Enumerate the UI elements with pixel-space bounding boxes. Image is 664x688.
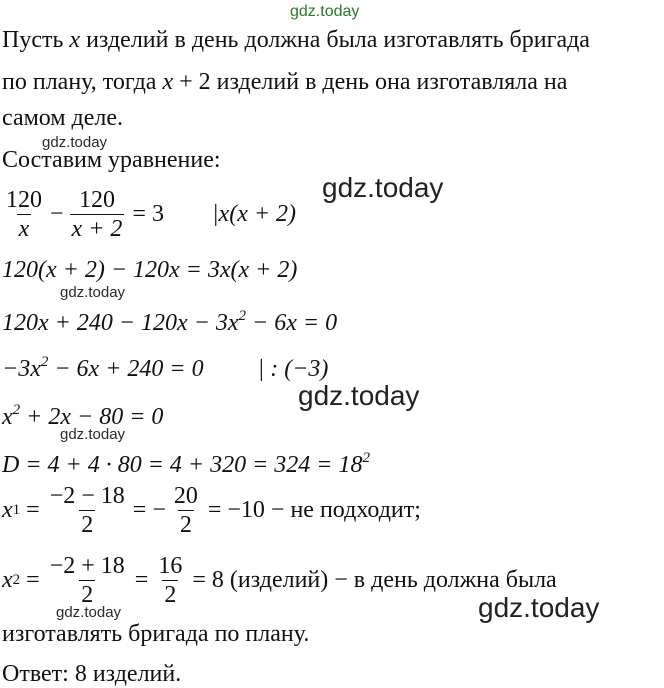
variable: x — [2, 567, 13, 593]
equation-rhs: = 3 — [132, 201, 164, 227]
equation-note: | : (−3) — [257, 356, 329, 382]
text-line-2 — [2, 68, 567, 96]
numerator: 16 — [158, 553, 183, 579]
denominator: x — [18, 216, 30, 242]
eq-part: − 6x = 0 — [246, 310, 338, 336]
numerator: 120 — [78, 187, 115, 213]
fraction — [156, 552, 184, 609]
exponent: 2 — [362, 450, 371, 466]
equation-2: 120(x + 2) − 120x = 3x(x + 2) — [2, 257, 298, 283]
numerator: −2 + 18 — [49, 553, 125, 579]
eq-part: −3x — [2, 356, 41, 382]
variable-x: x — [69, 27, 81, 53]
watermark: gdz.today — [42, 134, 108, 151]
fraction — [172, 482, 200, 539]
equation-5 — [2, 396, 163, 431]
equation-1 — [2, 186, 296, 243]
watermark: gdz.today — [478, 592, 600, 623]
watermark: gdz.today — [298, 380, 420, 411]
exponent: 2 — [12, 402, 21, 418]
text-line-conclusion: изготавлять бригада по плану. — [2, 621, 310, 647]
text-line-3 — [2, 104, 123, 132]
text: самом деле. — [2, 105, 124, 131]
denominator: 2 — [81, 512, 94, 538]
fraction — [48, 482, 127, 539]
denominator: 2 — [164, 582, 177, 608]
watermark: gdz.today — [60, 284, 126, 301]
equals-sign: = — [26, 497, 40, 523]
watermark: gdz.today — [60, 426, 126, 443]
text: + 2 изделий в день она изготавляла на — [173, 69, 568, 95]
numerator: 120 — [6, 187, 42, 213]
variable-x: x — [162, 69, 174, 95]
numerator: −2 − 18 — [49, 483, 125, 509]
exponent: 2 — [40, 354, 49, 370]
eq-part: 120x + 240 − 120x − 3x — [2, 310, 239, 336]
denominator: 2 — [179, 512, 192, 538]
text-line-4 — [2, 146, 221, 174]
text: Составим уравнение: — [2, 147, 221, 173]
eq-part: D = 4 + 4 · 80 = 4 + 320 = 324 = 18 — [2, 452, 363, 478]
text: изделий в день должна была изготавлять бригада — [80, 27, 590, 53]
equation-3 — [2, 302, 337, 337]
watermark-top: gdz.today — [290, 3, 360, 20]
equals-sign: = − — [132, 497, 166, 523]
text: Пусть — [2, 27, 70, 53]
equation-4 — [2, 348, 328, 383]
denominator: 2 — [81, 582, 94, 608]
variable: x — [2, 497, 13, 523]
text-line-1 — [2, 26, 590, 54]
fraction — [48, 552, 127, 609]
equals-sign: = — [26, 567, 40, 593]
equation-note: |x(x + 2) — [211, 201, 297, 227]
eq-part: + 2x − 80 = 0 — [20, 404, 164, 430]
eq-part: x — [2, 404, 13, 430]
minus-sign: − — [50, 201, 64, 227]
watermark: gdz.today — [56, 604, 122, 621]
root-result: = −10 − не подходит; — [207, 497, 421, 523]
denominator: x + 2 — [71, 216, 123, 242]
equals-sign: = — [134, 567, 149, 593]
numerator: 20 — [173, 483, 198, 509]
text: по плану, тогда — [2, 69, 163, 95]
exponent: 2 — [238, 308, 247, 324]
root-x2 — [2, 552, 557, 609]
fraction — [4, 186, 44, 243]
answer-line: Ответ: 8 изделий. — [2, 661, 182, 687]
subscript: 1 — [12, 502, 21, 518]
watermark: gdz.today — [322, 172, 444, 203]
eq-part: − 6x + 240 = 0 — [48, 356, 204, 382]
root-x1 — [2, 482, 421, 539]
root-result: = 8 (изделий) − в день должна была — [192, 567, 557, 593]
equation-6 — [2, 444, 370, 479]
subscript: 2 — [12, 572, 21, 588]
fraction — [70, 186, 125, 243]
